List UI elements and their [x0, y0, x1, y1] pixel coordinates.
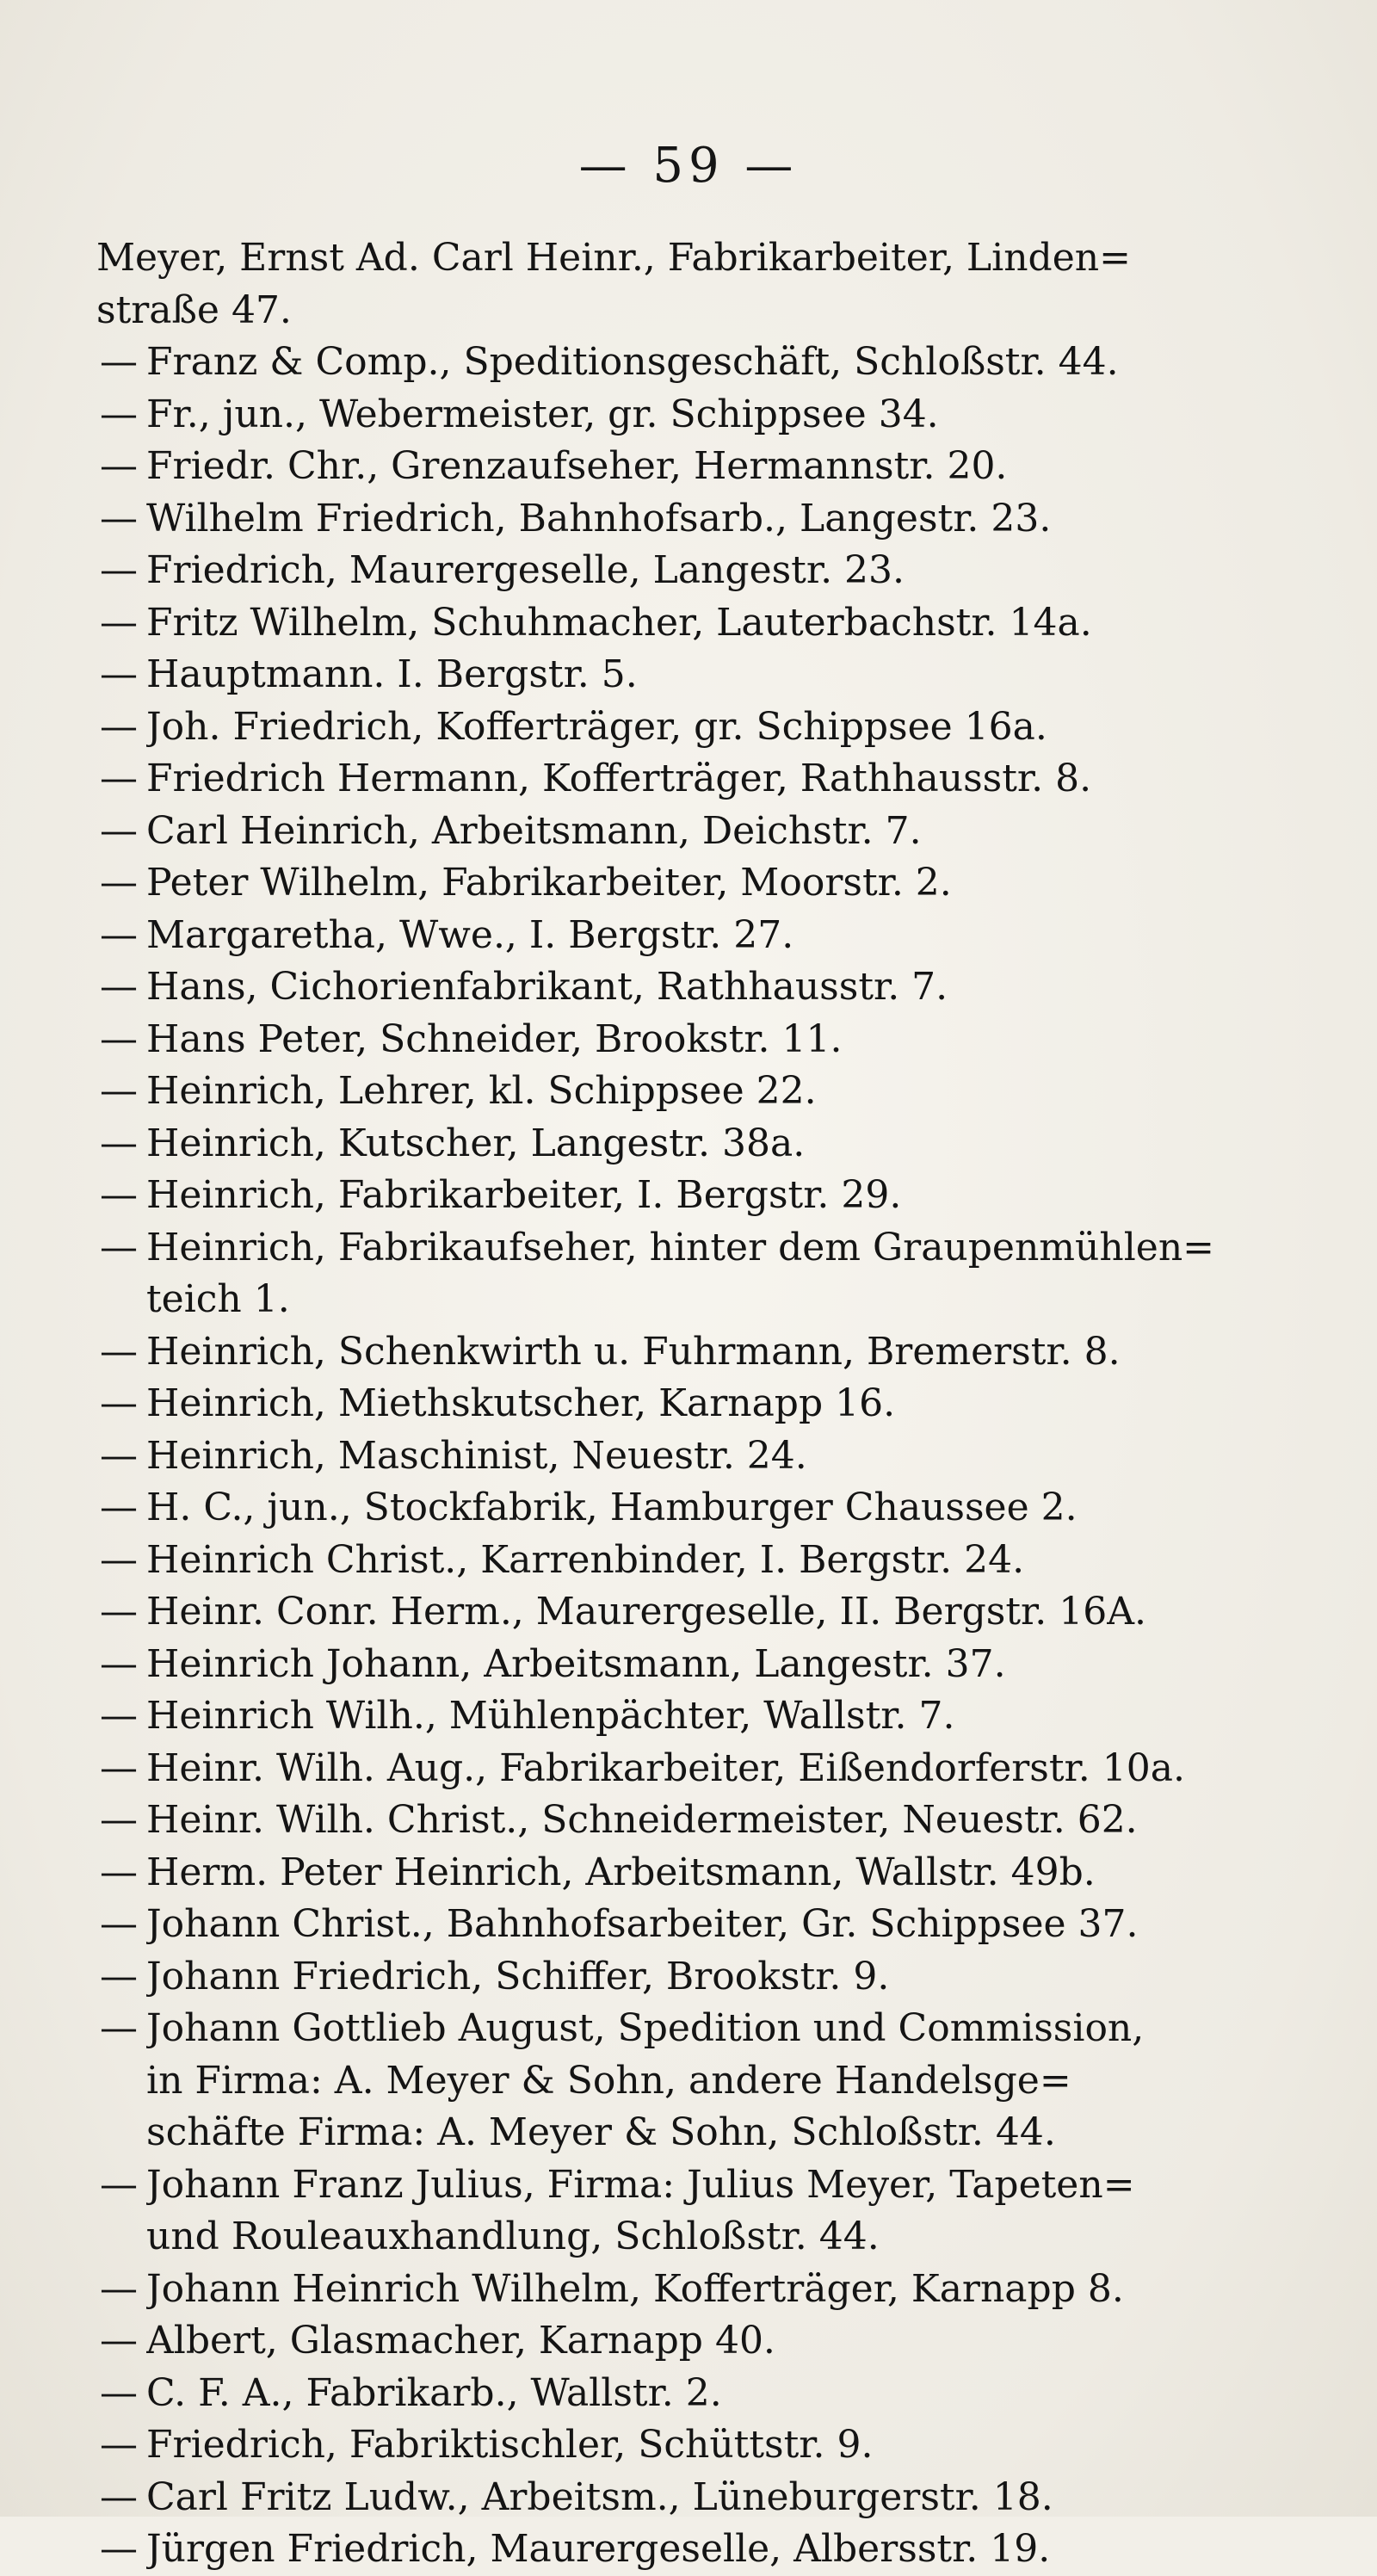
- entry-text: Jürgen Friedrich, Maurergeselle, Albersstr. 19.: [146, 2527, 1051, 2571]
- directory-entry: [100, 441, 1257, 493]
- directory-entry: [100, 2472, 1257, 2524]
- entry-text: Joh. Friedrich, Kofferträger, gr. Schippsee 16a.: [146, 704, 1047, 749]
- ditto-dash: —: [100, 444, 138, 488]
- directory-entry: [100, 1430, 1257, 1483]
- ditto-dash: —: [100, 1537, 138, 1582]
- directory-entry: [100, 1222, 1257, 1326]
- ditto-dash: —: [100, 1590, 138, 1634]
- ditto-dash: —: [100, 1433, 138, 1478]
- entry-text: C. F. A., Fabrikarb., Wallstr. 2.: [146, 2370, 722, 2415]
- ditto-dash: —: [100, 1016, 138, 1061]
- ditto-dash: —: [100, 757, 138, 800]
- entry-text: H. C., jun., Stockfabrik, Hamburger Chaussee 2.: [146, 1486, 1078, 1529]
- directory-entry: [100, 649, 1257, 701]
- entry-text: Hans Peter, Schneider, Brookstr. 11.: [146, 1016, 843, 1061]
- ditto-dash: —: [100, 1486, 138, 1529]
- entry-text: Heinrich Wilh., Mühlenpächter, Wallstr. 7.: [146, 1694, 955, 1738]
- ditto-dash: —: [100, 704, 138, 749]
- directory-entry: [100, 1482, 1257, 1535]
- entry-text: Heinrich Christ., Karrenbinder, I. Bergstr. 24.: [146, 1537, 1025, 1582]
- ditto-dash: —: [100, 340, 138, 384]
- entry-text: Wilhelm Friedrich, Bahnhofsarb., Langestr. 23.: [146, 496, 1052, 541]
- directory-entry: [100, 1690, 1257, 1743]
- entry-text: Johann Friedrich, Schiffer, Brookstr. 9.: [146, 1954, 890, 1998]
- ditto-dash: —: [100, 2319, 138, 2363]
- directory-entry: [100, 1899, 1257, 1951]
- entry-text: Friedrich, Maurergeselle, Langestr. 23.: [146, 548, 905, 592]
- ditto-dash: —: [100, 1121, 138, 1165]
- entry-text: Heinrich Johann, Arbeitsmann, Langestr. 37.: [146, 1641, 1006, 1686]
- entry-continuation: straße 47.: [96, 287, 292, 332]
- ditto-dash: —: [100, 2162, 138, 2207]
- directory-entry: [100, 806, 1257, 858]
- directory-entry: [100, 1066, 1257, 1118]
- entry-text: Hans, Cichorienfabrikant, Rathhausstr. 7.: [146, 965, 948, 1009]
- entry-text: Herm. Peter Heinrich, Arbeitsmann, Wallstr. 49b.: [146, 1850, 1096, 1894]
- entry-text: Heinrich, Fabrikarbeiter, I. Bergstr. 29.: [146, 1173, 902, 1217]
- ditto-dash: —: [100, 912, 138, 957]
- entry-text: Friedrich Hermann, Kofferträger, Rathhausstr. 8.: [146, 757, 1092, 800]
- entry-text: Friedr. Chr., Grenzaufseher, Hermannstr. 20.: [146, 444, 1008, 488]
- directory-entry: [100, 701, 1257, 754]
- entry-text: Johann Gottlieb August, Spedition und Commission,: [146, 2006, 1145, 2050]
- ditto-dash: —: [100, 965, 138, 1009]
- ditto-dash: —: [100, 1173, 138, 1217]
- ditto-dash: —: [100, 1381, 138, 1425]
- directory-entry: [100, 910, 1257, 962]
- ditto-dash: —: [100, 808, 138, 853]
- directory-entry: [100, 2419, 1257, 2472]
- directory-entry: [100, 961, 1257, 1014]
- ditto-dash: —: [100, 1225, 138, 1269]
- ditto-dash: —: [100, 2006, 138, 2050]
- directory-entry: [100, 1170, 1257, 1222]
- entry-text: Friedrich, Fabriktischler, Schüttstr. 9.: [146, 2423, 874, 2467]
- entry-text: Meyer, Ernst Ad. Carl Heinr., Fabrikarbeiter, Linden=: [96, 236, 1131, 280]
- ditto-dash: —: [100, 1954, 138, 1998]
- directory-entry: [100, 545, 1257, 597]
- ditto-dash: —: [100, 392, 138, 436]
- entry-text: Carl Heinrich, Arbeitsmann, Deichstr. 7.: [146, 808, 922, 853]
- entry-text: Heinrich, Maschinist, Neuestr. 24.: [146, 1433, 807, 1478]
- entry-continuation: und Rouleauxhandlung, Schloßstr. 44.: [146, 2215, 880, 2258]
- directory-entry: [100, 1951, 1257, 2004]
- entry-text: Fritz Wilhelm, Schuhmacher, Lauterbachstr. 14a.: [146, 600, 1092, 645]
- entry-text: Heinrich, Miethskutscher, Karnapp 16.: [146, 1381, 896, 1425]
- entry-continuation: schäfte Firma: A. Meyer & Sohn, Schloßstr. 44.: [146, 2110, 1056, 2154]
- ditto-dash: —: [100, 2474, 138, 2519]
- entry-continuation: teich 1.: [146, 1277, 290, 1321]
- directory-entry: [100, 1378, 1257, 1430]
- entry-text: Margaretha, Wwe., I. Bergstr. 27.: [146, 912, 794, 957]
- entry-text: Heinrich, Lehrer, kl. Schippsee 22.: [146, 1069, 817, 1113]
- entry-continuation: in Firma: A. Meyer & Sohn, andere Handelsge=: [146, 2058, 1071, 2103]
- entry-text: Heinrich, Fabrikaufseher, hinter dem Graupenmühlen=: [146, 1225, 1215, 1269]
- directory-entry: [100, 1639, 1257, 1691]
- directory-entry: [100, 389, 1257, 442]
- entry-text: Peter Wilhelm, Fabrikarbeiter, Moorstr. 2.: [146, 861, 952, 905]
- directory-entry: [100, 2264, 1257, 2316]
- ditto-dash: —: [100, 2370, 138, 2415]
- ditto-dash: —: [100, 1850, 138, 1894]
- directory-entries: [96, 232, 1257, 2576]
- directory-entry: [100, 597, 1257, 650]
- ditto-dash: —: [100, 600, 138, 645]
- directory-entry: [100, 753, 1257, 806]
- directory-entry: [100, 2003, 1257, 2159]
- ditto-dash: —: [100, 1641, 138, 1686]
- directory-entry: [100, 1326, 1257, 1379]
- directory-entry: [96, 232, 1257, 337]
- ditto-dash: —: [100, 2527, 138, 2571]
- ditto-dash: —: [100, 652, 138, 696]
- directory-entry: [100, 1535, 1257, 1587]
- entry-text: Heinrich, Kutscher, Langestr. 38a.: [146, 1121, 806, 1165]
- entry-text: Franz & Comp., Speditionsgeschäft, Schloßstr. 44.: [146, 340, 1119, 384]
- entry-text: Johann Franz Julius, Firma: Julius Meyer, Tapeten=: [146, 2162, 1135, 2207]
- directory-entry: [100, 1118, 1257, 1171]
- ditto-dash: —: [100, 1798, 138, 1842]
- directory-entry: [100, 1743, 1257, 1795]
- entry-text: Heinr. Wilh. Christ., Schneidermeister, Neuestr. 62.: [146, 1798, 1138, 1842]
- ditto-dash: —: [100, 548, 138, 592]
- ditto-dash: —: [100, 861, 138, 905]
- entry-text: Albert, Glasmacher, Karnapp 40.: [146, 2319, 775, 2363]
- directory-entry: [100, 2315, 1257, 2368]
- directory-entry: [100, 493, 1257, 546]
- directory-entry: [100, 1847, 1257, 1900]
- entry-text: Heinr. Wilh. Aug., Fabrikarbeiter, Eißendorferstr. 10a.: [146, 1745, 1185, 1790]
- page-number: — 59 —: [578, 138, 799, 194]
- directory-entry: [100, 2159, 1257, 2264]
- ditto-dash: —: [100, 1069, 138, 1113]
- ditto-dash: —: [100, 1329, 138, 1374]
- entry-text: Heinrich, Schenkwirth u. Fuhrmann, Bremerstr. 8.: [146, 1329, 1121, 1374]
- directory-entry: [100, 1795, 1257, 1847]
- entry-text: Johann Heinrich Wilhelm, Kofferträger, Karnapp 8.: [146, 2266, 1124, 2311]
- ditto-dash: —: [100, 2423, 138, 2467]
- ditto-dash: —: [100, 1745, 138, 1790]
- directory-entry: [100, 2368, 1257, 2420]
- directory-entry: [100, 1586, 1257, 1639]
- directory-entry: [100, 1014, 1257, 1066]
- ditto-dash: —: [100, 2266, 138, 2311]
- entry-text: Fr., jun., Webermeister, gr. Schippsee 34.: [146, 392, 939, 436]
- entry-text: Hauptmann. I. Bergstr. 5.: [146, 652, 638, 696]
- ditto-dash: —: [100, 1694, 138, 1738]
- directory-entry: [100, 2523, 1257, 2576]
- ditto-dash: —: [100, 1902, 138, 1946]
- ditto-dash: —: [100, 496, 138, 541]
- entry-text: Johann Christ., Bahnhofsarbeiter, Gr. Schippsee 37.: [146, 1902, 1139, 1946]
- directory-entry: [100, 857, 1257, 910]
- entry-text: Heinr. Conr. Herm., Maurergeselle, II. Bergstr. 16A.: [146, 1590, 1146, 1634]
- entry-text: Carl Fritz Ludw., Arbeitsm., Lüneburgerstr. 18.: [146, 2474, 1053, 2519]
- directory-entry: [100, 337, 1257, 389]
